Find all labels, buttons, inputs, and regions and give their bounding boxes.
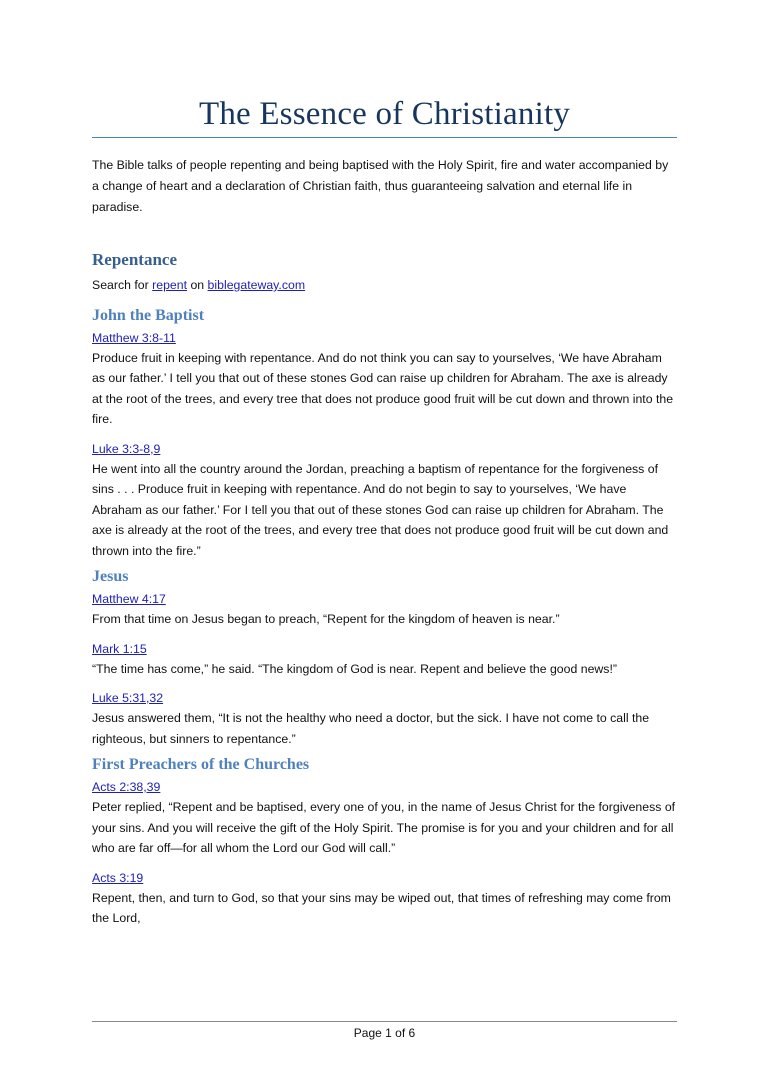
link-acts-3-19[interactable]: Acts 3:19 xyxy=(92,870,144,885)
passage-text: Repent, then, and turn to God, so that your sins may be wiped out, that times of refreshing may come from the Lord, xyxy=(92,890,671,925)
link-repent[interactable]: repent xyxy=(152,278,188,292)
title-underline xyxy=(92,137,677,138)
link-acts-2-38-39[interactable]: Acts 2:38,39 xyxy=(92,780,161,794)
document-body xyxy=(92,249,677,929)
link-matthew-4-17[interactable]: Matthew 4:17 xyxy=(92,592,166,606)
footer-divider xyxy=(92,1021,677,1022)
passage-text: He went into all the country around the Jordan, preaching a baptism of repentance for the forgiveness of sins . . . Produce fruit in keeping with repentance. And do not begin to say to yourselves, ‘We have Abraham as our father.’ For I tell you that out of these stones God can raise up children for Abraham. The axe is already at the root of the trees, and every tree that does not produce good fruit will be cut down and thrown into the fire.” xyxy=(92,461,669,558)
link-luke-5-31-32[interactable]: Luke 5:31,32 xyxy=(92,691,164,705)
link-biblegateway[interactable]: biblegateway.com xyxy=(207,278,306,292)
link-matthew-3-8-11[interactable]: Matthew 3:8-11 xyxy=(92,330,176,345)
heading-repentance: Repentance xyxy=(92,250,177,269)
link-mark-1-15[interactable]: Mark 1:15 xyxy=(92,641,147,656)
passage-text: Jesus answered them, “It is not the healthy who need a doctor, but the sick. I have not come to call the righteous, but sinners to repentance.” xyxy=(92,711,650,746)
heading-jesus: Jesus xyxy=(92,568,129,585)
intro-paragraph: The Bible talks of people repenting and being baptised with the Holy Spirit, fire and water accompanied by a change of heart and a declaration of Christian faith, thus guaranteeing salvation and eternal life in paradise. xyxy=(92,158,669,214)
link-luke-3-3-8-9[interactable]: Luke 3:3-8,9 xyxy=(92,441,161,456)
search-prefix: Search for xyxy=(92,278,153,292)
passage-text: Produce fruit in keeping with repentance. And do not think you can say to yourselves, ‘We have Abraham as our father.’ I tell you that out of these stones God can raise up children for Abraham. The axe is already at the root of the trees, and every tree that does not produce good fruit will be cut down and thrown into the fire. xyxy=(92,350,674,426)
passage-text: “The time has come,” he said. “The kingdom of God is near. Repent and believe the good news!” xyxy=(92,661,617,676)
heading-john-the-baptist: John the Baptist xyxy=(92,306,205,324)
page-number: Page 1 of 6 xyxy=(353,1026,416,1040)
search-on: on xyxy=(187,278,208,292)
heading-first-preachers: First Preachers of the Churches xyxy=(92,756,310,773)
passage-text: Peter replied, “Repent and be baptised, every one of you, in the name of Jesus Christ for the forgiveness of your sins. And you will receive the gift of the Holy Spirit. The promise is for you and your children and for all who are far off—for all whom the Lord our God will call.” xyxy=(92,800,676,855)
document-title: The Essence of Christianity xyxy=(198,96,571,132)
search-line xyxy=(92,275,677,296)
passage-text: From that time on Jesus began to preach, “Repent for the kingdom of heaven is near.” xyxy=(92,612,560,626)
